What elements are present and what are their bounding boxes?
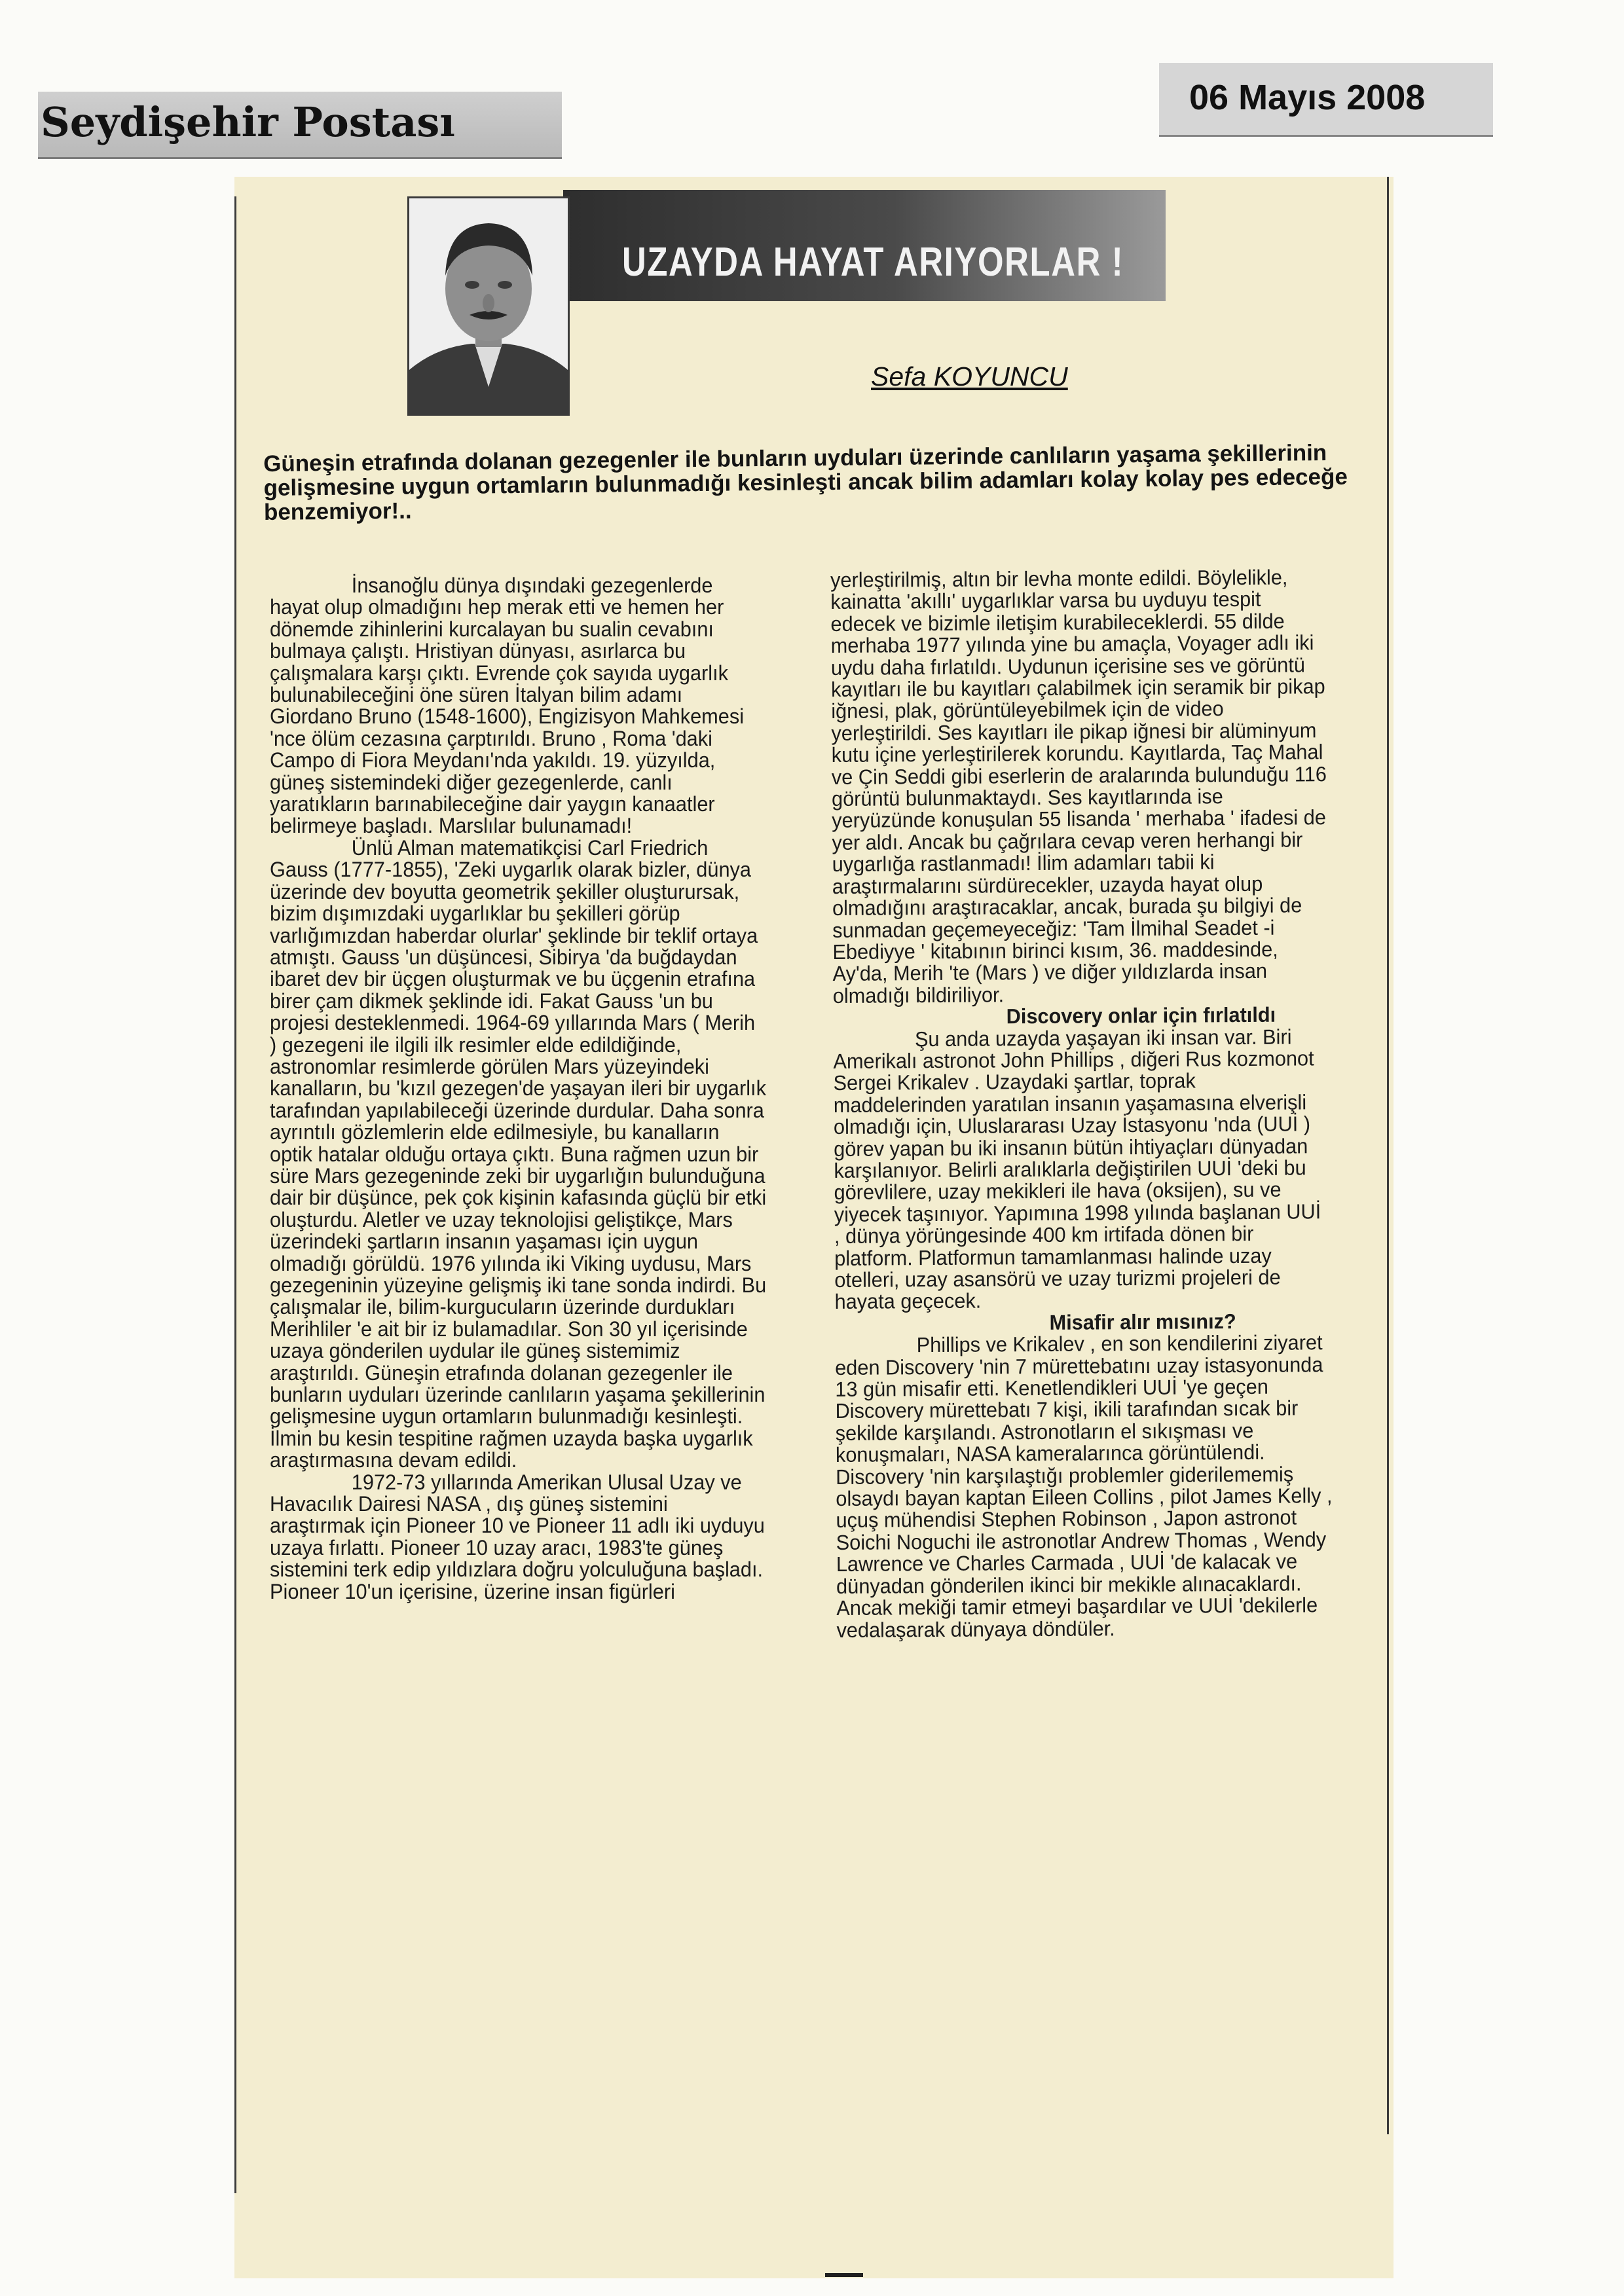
subheading-discovery: Discovery onlar için fırlatıldı [1006,1002,1276,1029]
author-photo [407,196,570,416]
end-rule [825,2273,863,2277]
paragraph: Şu anda uzayda yaşayan iki insan var. Biri Amerikalı astronot John Phillips , diğeri Rus kozmonot Sergei Krikalev . Uzaydaki şartlar, toprak maddelerinden yaratılan insanın yaşamasına elverişli olmadığı için, Uluslararası Uzay İstasyonu 'nda (UUİ ) görev yapan bu iki insanın bütün ihtiyaçları dünyadan karşılanıyor. Belirli aralıklarla değiştirilen UUİ 'deki bu görevlilere, uzay mekikleri ile hava (oksijen), su ve yiyecek taşınıyor. Yapımına 1998 yılında başlanan UUİ , dünya yörüngesinde 400 km irtifada dönen bir platform. Platformun tamamlanması halinde uzay otelleri, uzay asansörü ve uzay turizmi projeleri de hayata geçecek. [833,1025,1321,1314]
masthead-banner [38,92,562,159]
clipping-left-border [234,196,236,2193]
paragraph: Ünlü Alman matematikçisi Carl Friedrich Gauss (1777-1855), 'Zeki uygarlık olarak bizler, dünya üzerinde dev boyutta geometrik şekiller oluşturursak, bizim dışımızdaki uygarlıklar bu şekilleri görüp varlığımızdan haberdar olurlar' şeklinde bir teklif ortaya atmıştı. Gauss 'un düşüncesi, Sibirya 'da buğdaydan ibaret dev bir üçgen oluşturmak ve bu üçgenin etrafına birer çam dikmek şeklinde idi. Fakat Gauss 'un bu projesi desteklenmedi. 1964-69 yıllarında Mars ( Merih ) gezegeni ile ilgili ilk resimler elde edildiğinde, astronomlar resimlerde görülen Mars yüzeyindeki kanalların, bu 'kızıl gezegen'de yaşayan ileri bir uygarlık tarafından yapılabileceği üzerinde durdular. Daha sonra ayrıntılı gözlemlerin elde edilmesiyle, bu kanalların optik hatalar olduğu ortaya çıktı. Buna rağmen uzun bir süre Mars gezegeninde zeki bir uygarlığın bulunduğuna dair bir düşünce, pek çok kişinin kafasında güçlü bir etki oluşturdu. Aletler ve uzay teknolojisi geliştikçe, Mars üzerindeki şartların insanın yaşaması için uygun olmadığı görüldü. 1976 yılında iki Viking uydusu, Mars gezegeninin yüzeyine gelişmiş iki tane sonda indirdi. Bu çalışmalar ile, bilim-kurgucuların üzerinde durdukları Merihliler 'e ait bir iz bulamadılar. Son 30 yıl içerisinde uzaya gönderilen uydular ile güneş sistemimiz araştırıldı. Güneşin etrafında dolanan gezegenler ile bunların uyduları üzerinde canlıların yaşama şekillerinin gelişmesine uygun ortamların bulunmadığı kesinleşti. İlmin bu kesin tespitine rağmen uzayda başka uygarlık araştırmasına devam edildi. [270,835,767,1472]
article-lead: Güneşin etrafında dolanan gezegenler ile bunların uyduları üzerinde canlıların yaşama şekillerinin gelişmesine uygun ortamların bulunmadığı kesinleşti ancak bilim adamları kolay kolay pes edeceğe benzemiyor!.. [263,439,1348,525]
author-portrait-icon [409,198,568,414]
article-headline: UZAYDA HAYAT ARIYORLAR ! [622,240,1124,285]
paragraph: 1972-73 yıllarında Amerikan Ulusal Uzay ve Havacılık Dairesi NASA , dış güneş sistemini araştırmak için Pioneer 10 ve Pioneer 11 adlı iki uyduyu uzaya fırlattı. Pioneer 10 uzay aracı, 1983'te güneş sistemini terk edip yıldızlara doğru yolculuğuna başladı. Pioneer 10'un içerisine, üzerine insan figürleri [270,1470,765,1603]
paragraph: İnsanoğlu dünya dışındaki gezegenlerde hayat olup olmadığını hep merak etti ve hemen her dönemde zihinlerini kurcalayan bu sualin cevabını bulmaya çalıştı. Hristiyan dünyası, asırlarca bu çalışmalara karşı çıktı. Evrende çok sayıda uygarlık bulunabileceğini öne süren İtalyan bilim adamı Giordano Bruno (1548-1600), Engizisyon Mahkemesi 'nce ölüm cezasına çarptırıldı. Bruno , Roma 'daki Campo di Fiora Meydanı'nda yakıldı. 19. yüzyılda, güneş sistemindeki diğer gezegenlerde, canlı yaratıkların barınabileceğine dair yaygın kanaatler belirmeye başladı. Marslılar bulunamadı! [270,574,745,838]
paragraph: Phillips ve Krikalev , en son kendilerini ziyaret eden Discovery 'nin 7 mürettebatını uzay istasyonunda 13 gün misafir etti. Kenetlendikleri UUİ 'ye geçen Discovery mürettebatı 7 kişi, ikili tarafından sıcak bir şekilde karşılandı. Astronotların el sıkışması ve konuşmaları, NASA kameralarınca görüntülendi. Discovery 'nin karşılaştığı problemler giderilememiş olsaydı bayan kaptan Eileen Collins , pilot James Kelly , uçuş mühendisi Stephen Robinson , Japon astronot Soichi Noguchi ile astronotlar Andrew Thomas , Wendy Lawrence ve Charles Carmada , UUİ 'de kalacak ve dünyadan gönderilen ikinci bir mekikle alınacaklardı. Ancak mekiği tamir etmeyi başardılar ve UUİ 'dekilerle vedalaşarak dünyaya döndüler. [835,1330,1333,1642]
article-column-left [270,575,766,1603]
paragraph: yerleştirilmiş, altın bir levha monte edildi. Böylelikle, kainatta 'akıllı' uygarlıklar varsa bu uyduyu tespit edecek ve bizimle iletişim kurabileceklerdi. 55 dilde merhaba 1977 yılında yine bu amaçla, Voyager adlı iki uydu daha fırlatıldı. Uydunun içerisine ses ve görüntü kayıtları ile bu kayıtları çalabilmek için seramik bir pikap iğnesi, plak, görüntüleyebilmek için de video yerleştirildi. Ses kayıtları ile pikap iğnesi bir alüminyum kutu içine yerleştirilerek korundu. Kayıtlarda, Taç Mahal ve Çin Seddi gibi eserlerin de aralarında bulunduğu 116 görüntü bulunmaktaydı. Ses kayıtlarında ise yeryüzünde konuşulan 55 lisanda ' merhaba ' ifadesi de yer aldı. Ancak bu çağrılara cevap veren herhangi bir uygarlığa rastlanmadı! İlim adamları tabii ki araştırmalarını sürdürecekler, uzayda hayat olup olmadığını araştıracaklar, ancak, burada şu bilgiyi de sunmadan geçemeyeceğiz: 'Tam İlmihal Seadet -i Ebediyye ' kitabının birinci kısım, 36. maddesinde, Ay'da, Merih 'te (Mars ) ve diğer yıldızlarda insan olmadığı bildiriliyor. [830,565,1327,1008]
article-column-right [830,566,1333,1641]
author-byline: Sefa KOYUNCU [871,361,1068,392]
date-banner [1159,63,1493,137]
clipping-right-border [1387,177,1389,2134]
publication-date: 06 Mayıs 2008 [1189,78,1426,117]
subheading-misafir: Misafir alır mısınız? [1049,1309,1236,1334]
newspaper-name: Seydişehir Postası [41,98,455,146]
